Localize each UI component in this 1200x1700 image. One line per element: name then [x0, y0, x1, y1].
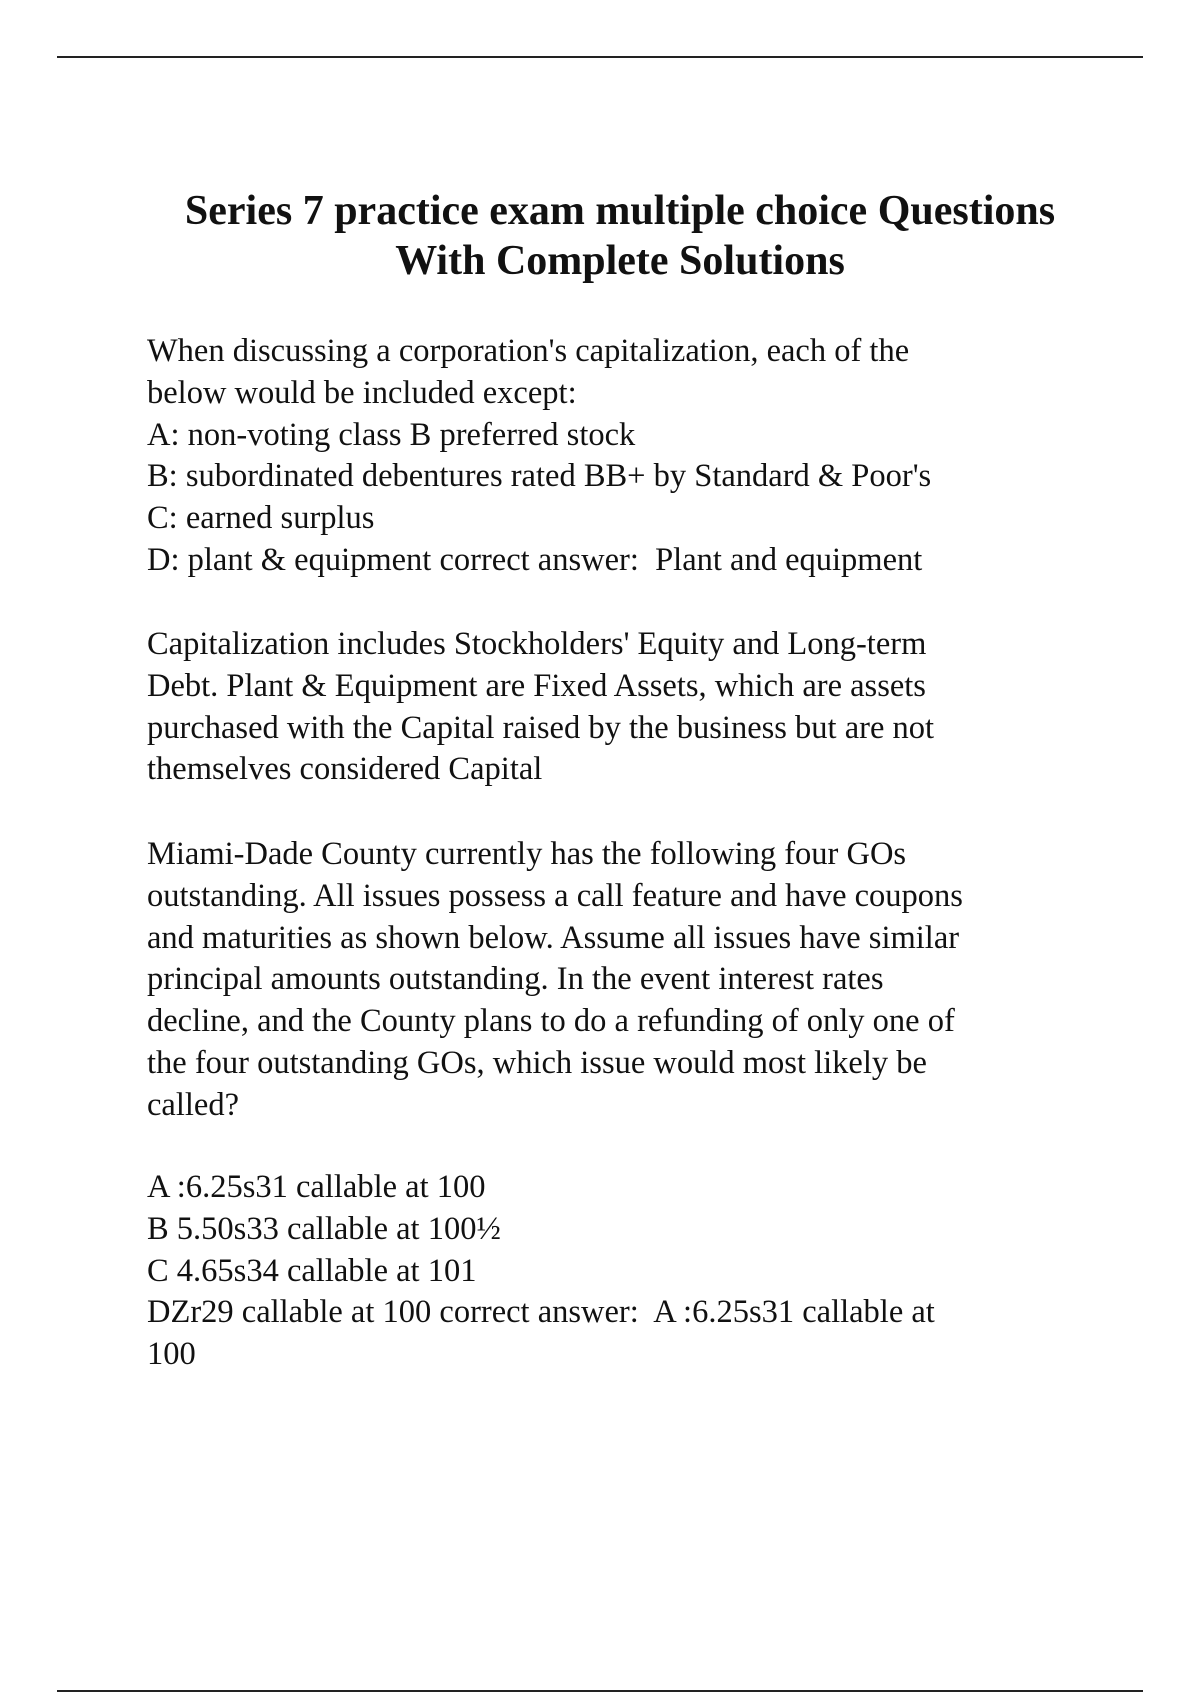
question-1 — [147, 331, 1087, 582]
question-2-options — [147, 1167, 1087, 1376]
explanation-line: Debt. Plant & Equipment are Fixed Assets, which are assets — [147, 667, 926, 704]
question-1-option-a: A: non-voting class B preferred stock — [147, 416, 636, 453]
title-line-2: With Complete Solutions — [395, 238, 845, 284]
question-1-explanation — [147, 624, 1087, 791]
question-1-option-d-answer: D: plant & equipment correct answer: Plant and equipment — [147, 541, 923, 578]
question-1-stem-line: below would be included except: — [147, 374, 577, 411]
question-1-option-b: B: subordinated debentures rated BB+ by Standard & Poor's — [147, 458, 932, 495]
question-1-option-c: C: earned surplus — [147, 500, 375, 537]
document-title — [120, 186, 1120, 286]
title-line-1: Series 7 practice exam multiple choice Questions — [184, 188, 1056, 234]
question-2 — [147, 834, 1087, 1127]
question-2-stem-line: Miami-Dade County currently has the following four GOs — [147, 836, 907, 872]
question-2-answer-continuation: 100 — [147, 1336, 196, 1373]
question-2-stem-line: principal amounts outstanding. In the event interest rates — [147, 961, 884, 998]
explanation-line: purchased with the Capital raised by the business but are not — [147, 709, 935, 746]
question-2-stem-line: outstanding. All issues possess a call feature and have coupons — [147, 877, 963, 914]
explanation-line: themselves considered Capital — [147, 751, 543, 788]
question-2-stem-line: called? — [147, 1086, 240, 1123]
question-2-option-c: C 4.65s34 callable at 101 — [147, 1252, 477, 1289]
question-1-stem-line: When discussing a corporation's capitalization, each of the — [147, 333, 910, 369]
question-2-stem-line: decline, and the County plans to do a refunding of only one of — [147, 1003, 955, 1040]
question-2-option-d-answer: DZr29 callable at 100 correct answer: A :6.25s31 callable at — [147, 1294, 935, 1331]
question-2-option-b: B 5.50s33 callable at 100½ — [147, 1210, 501, 1247]
explanation-line: Capitalization includes Stockholders' Equity and Long-term — [147, 626, 927, 662]
bottom-divider — [57, 1690, 1143, 1692]
top-divider — [57, 56, 1143, 58]
question-2-stem-line: and maturities as shown below. Assume all issues have similar — [147, 919, 960, 956]
question-2-stem-line: the four outstanding GOs, which issue would most likely be — [147, 1044, 927, 1081]
question-2-option-a: A :6.25s31 callable at 100 — [147, 1169, 486, 1205]
